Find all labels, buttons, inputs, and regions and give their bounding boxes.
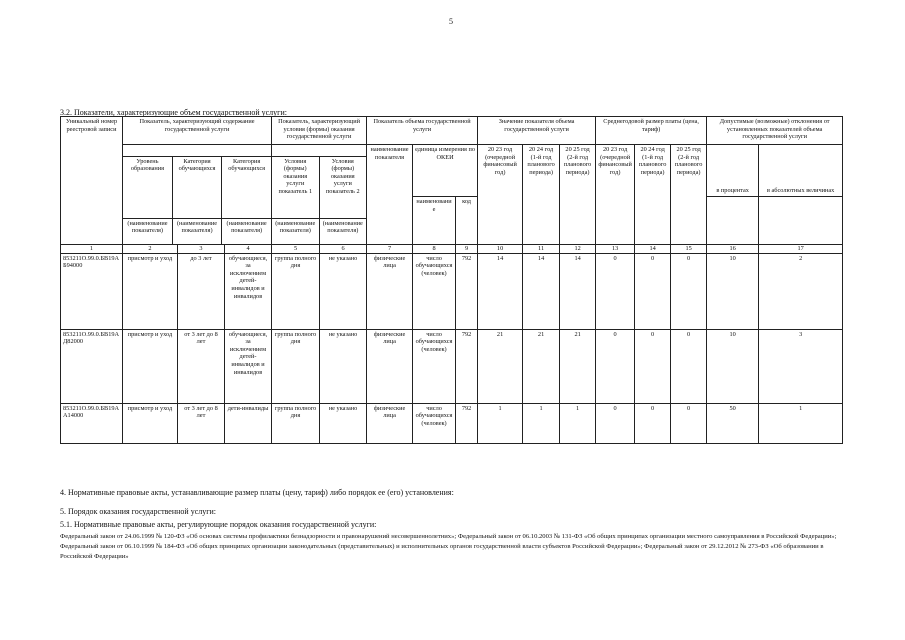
header-condition-1: Условия (формы) оказания услуги показатель 1	[272, 156, 319, 218]
label-indicator-name-3: (наименование показателя)	[222, 218, 271, 244]
header-row-1	[61, 117, 843, 145]
section-5-heading: 5. Порядок оказания государственной услуги:	[60, 507, 217, 516]
fee-year-3: 0	[671, 329, 707, 403]
section-5-1-heading: 5.1. Нормативные правовые акты, регулирующие порядок оказания государственной услуги:	[60, 520, 377, 529]
header-registry-number: Уникальный номер реестровой записи	[61, 117, 123, 245]
student-category: обучающиеся, за исключением детей-инвалидов и инвалидов	[225, 329, 272, 403]
header-condition-indicator: Показатель, характеризующий условия (формы) оказания государственной услуги	[272, 117, 367, 145]
column-number: 6	[320, 245, 367, 254]
condition-2: не указано	[320, 403, 367, 443]
header-unit-code: код	[456, 197, 478, 245]
value-year-3: 14	[560, 253, 596, 329]
education-level: присмотр и уход	[123, 253, 178, 329]
fee-year-1: 0	[596, 329, 635, 403]
column-number: 8	[413, 245, 456, 254]
registry-number: 853211О.99.0.БВ19АД82000	[61, 329, 123, 403]
section-4-heading: 4. Нормативные правовые акты, устанавливающие размер платы (цену, тариф) либо порядок ее (его) установления:	[60, 488, 454, 497]
indicator-name: физические лица	[367, 403, 413, 443]
header-student-category-2: Категория обучающихся	[222, 156, 271, 218]
header-deviation-percent-cont	[707, 197, 759, 245]
column-number: 14	[635, 245, 671, 254]
age-category: от 3 лет до 8 лет	[178, 329, 225, 403]
label-indicator-name-4: (наименование показателя)	[272, 218, 319, 244]
value-year-2: 1	[523, 403, 560, 443]
column-number: 4	[225, 245, 272, 254]
column-number: 9	[456, 245, 478, 254]
education-level: присмотр и уход	[123, 329, 178, 403]
education-level: присмотр и уход	[123, 403, 178, 443]
column-number-row	[61, 245, 843, 254]
column-number: 12	[560, 245, 596, 254]
fee-year-2: 0	[635, 253, 671, 329]
header-unit-okei: единица измерения по ОКЕИ	[413, 145, 478, 197]
page-number: 5	[449, 17, 453, 26]
value-year-1: 21	[478, 329, 523, 403]
fee-year-3: 0	[671, 403, 707, 443]
column-number: 5	[272, 245, 320, 254]
indicator-name: физические лица	[367, 329, 413, 403]
deviation-absolute: 2	[759, 253, 843, 329]
fee-year-3: 0	[671, 253, 707, 329]
section-title: 3.2. Показатели, характеризующие объем государственной услуги:	[60, 108, 287, 117]
student-category: дети-инвалиды	[225, 403, 272, 443]
table-row	[61, 253, 843, 329]
student-category: обучающиеся, за исключением детей-инвалидов и инвалидов	[225, 253, 272, 329]
header-value-year-1: 20 23 год (очередной финансовый год)	[478, 145, 523, 245]
fee-year-1: 0	[596, 253, 635, 329]
table-row	[61, 403, 843, 443]
unit-name: число обучающихся (человек)	[413, 403, 456, 443]
value-year-3: 21	[560, 329, 596, 403]
fee-year-2: 0	[635, 329, 671, 403]
unit-code: 792	[456, 253, 478, 329]
header-unit-name: наименование	[413, 197, 456, 245]
content-subheader-cell	[123, 145, 272, 245]
group-form: группа полного дня	[272, 403, 320, 443]
label-indicator-name-2: (наименование показателя)	[172, 218, 221, 244]
value-year-1: 14	[478, 253, 523, 329]
legal-acts-text: Федеральный закон от 24.06.1999 № 120-ФЗ «Об основах системы профилактики безнадзорности и правонарушений несовершеннолетних»; Федеральный закон от 06.10.2003 № 131-ФЗ «Об общих принципах организации местного самоуправления в Российской Федерации»; Федеральный закон от 06.10.1999 № 184-ФЗ «Об общих принципах организации законодательных (представительных) и исполнительных органов государственной власти субъектов Российской Федерации»; Федеральный закон от 29.12.2012 № 273-ФЗ «Об образовании в Российской Федерации»	[60, 533, 837, 560]
unit-code: 792	[456, 403, 478, 443]
table-row	[61, 329, 843, 403]
column-number: 16	[707, 245, 759, 254]
registry-number: 853211О.99.0.БВ19АБ94000	[61, 253, 123, 329]
header-value-year-3: 20 25 год (2-й год планового периода)	[560, 145, 596, 245]
condition-subheader	[272, 156, 366, 245]
group-form: группа полного дня	[272, 253, 320, 329]
label-indicator-name-1: (наименование показателя)	[123, 218, 172, 244]
unit-code: 792	[456, 329, 478, 403]
column-number: 10	[478, 245, 523, 254]
header-volume-value: Значение показателя объема государственной услуги	[478, 117, 596, 145]
header-deviation: Допустимые (возможные) отклонения от установленных показателей объема государственной услуги	[707, 117, 843, 145]
fee-year-1: 0	[596, 403, 635, 443]
fee-year-2: 0	[635, 403, 671, 443]
header-content-indicator: Показатель, характеризующий содержание государственной услуги	[123, 117, 272, 145]
header-education-level: Уровень образования	[123, 156, 172, 218]
unit-name: число обучающихся (человек)	[413, 253, 456, 329]
unit-name: число обучающихся (человек)	[413, 329, 456, 403]
header-fee-year-3: 20 25 год (2-й год планового периода)	[671, 145, 707, 245]
condition-subheader-cell	[272, 145, 367, 245]
age-category: от 3 лет до 8 лет	[178, 403, 225, 443]
header-deviation-percent: в процентах	[707, 145, 759, 197]
group-form: группа полного дня	[272, 329, 320, 403]
deviation-absolute: 1	[759, 403, 843, 443]
column-number: 3	[178, 245, 225, 254]
age-category: до 3 лет	[178, 253, 225, 329]
condition-2: не указано	[320, 253, 367, 329]
label-indicator-name-5: (наименование показателя)	[319, 218, 366, 244]
column-number: 13	[596, 245, 635, 254]
column-number: 1	[61, 245, 123, 254]
value-year-1: 1	[478, 403, 523, 443]
header-volume-indicator: Показатель объема государственной услуги	[367, 117, 478, 145]
header-row-2	[61, 145, 843, 181]
registry-number: 853211О.99.0.БВ19АА14000	[61, 403, 123, 443]
column-number: 7	[367, 245, 413, 254]
deviation-percent: 50	[707, 403, 759, 443]
header-student-category-1: Категория обучающихся	[172, 156, 221, 218]
value-year-2: 14	[523, 253, 560, 329]
header-condition-2: Условия (формы) оказания услуги показатель 2	[319, 156, 366, 218]
header-fee-year-2: 20 24 год (1-й год планового периода)	[635, 145, 671, 245]
volume-indicators-table	[60, 116, 843, 444]
indicator-name: физические лица	[367, 253, 413, 329]
value-year-2: 21	[523, 329, 560, 403]
value-year-3: 1	[560, 403, 596, 443]
header-deviation-absolute: в абсолютных величинах	[759, 145, 843, 197]
deviation-absolute: 3	[759, 329, 843, 403]
column-number: 17	[759, 245, 843, 254]
deviation-percent: 10	[707, 253, 759, 329]
column-number: 11	[523, 245, 560, 254]
header-deviation-absolute-cont	[759, 197, 843, 245]
header-average-fee: Среднегодовой размер платы (цена, тариф)	[596, 117, 707, 145]
column-number: 15	[671, 245, 707, 254]
deviation-percent: 10	[707, 329, 759, 403]
content-subheader	[123, 156, 271, 245]
header-indicator-name: наименование показателя	[367, 145, 413, 245]
column-number: 2	[123, 245, 178, 254]
header-fee-year-1: 20 23 год (очередной финансовый год)	[596, 145, 635, 245]
header-value-year-2: 20 24 год (1-й год планового периода)	[523, 145, 560, 245]
condition-2: не указано	[320, 329, 367, 403]
